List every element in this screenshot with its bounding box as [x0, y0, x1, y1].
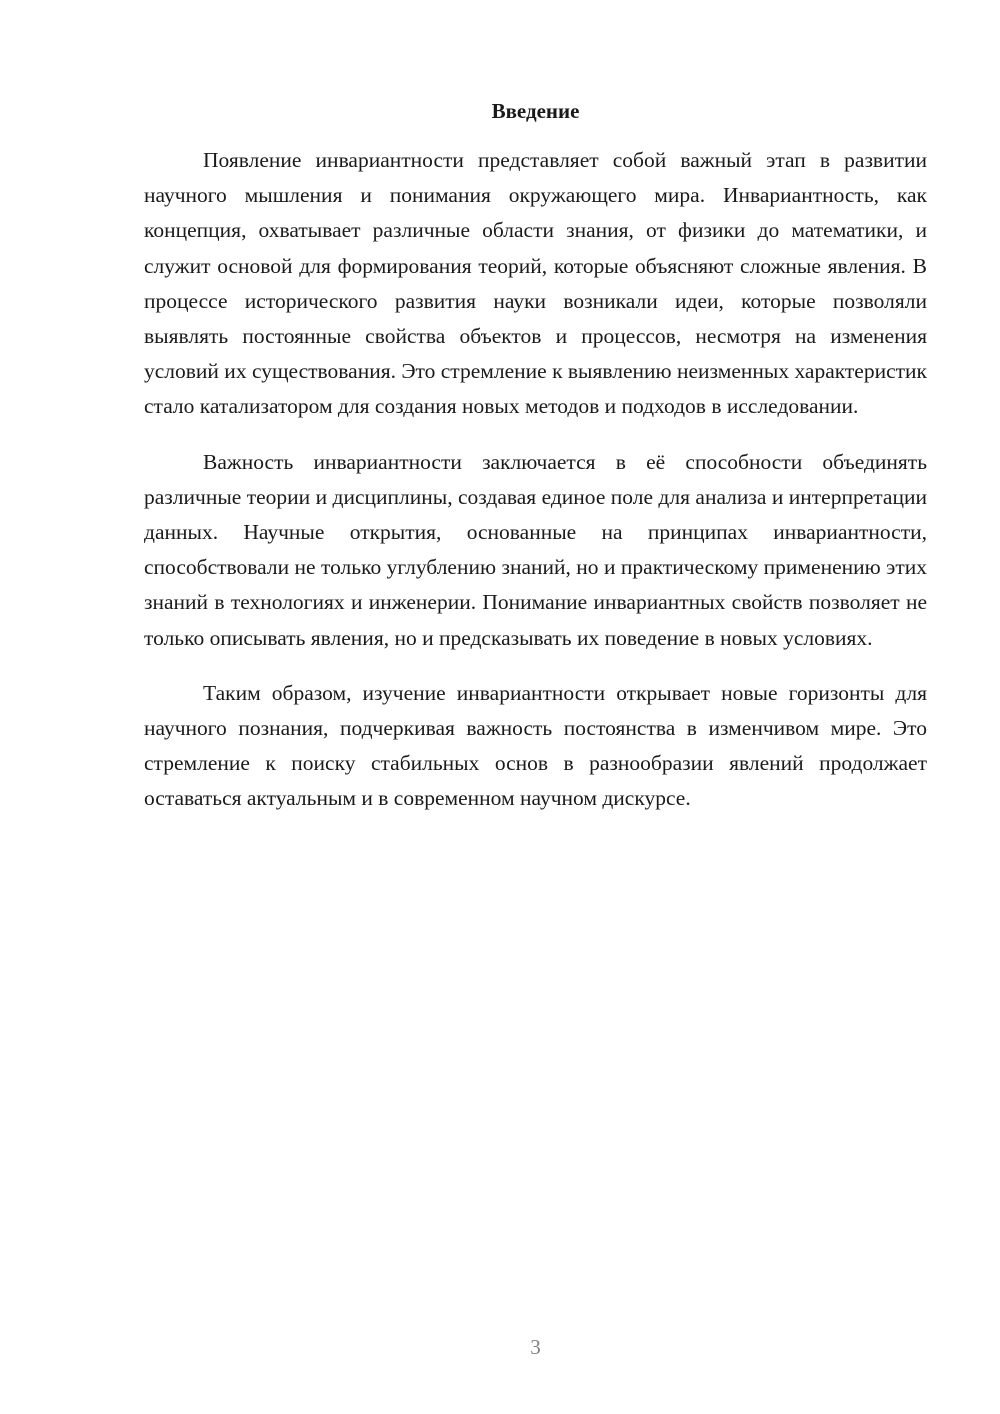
paragraph-1: Появление инвариантности представляет собой важный этап в развитии научного мышления и понимания окружающего мира. Инвариантность, как концепция, охватывает различные области знания, от физики до математики, и служит основой для формирования теорий, которые объясняют сложные явления. В процессе исторического развития науки возникали идеи, которые позволяли выявлять постоянные свойства объектов и процессов, несмотря на изменения условий их существования. Это стремление к выявлению неизменных характеристик стало катализатором для создания новых методов и подходов в исследовании.: [144, 148, 927, 419]
body-text: [144, 143, 927, 837]
paragraph-2: Важность инвариантности заключается в её способности объединять различные теории и дисциплины, создавая единое поле для анализа и интерпретации данных. Научные открытия, основанные на принципах инвариантности, способствовали не только углублению знаний, но и практическому применению этих знаний в технологиях и инженерии. Понимание инвариантных свойств позволяет не только описывать явления, но и предсказывать их поведение в новых условиях.: [144, 449, 927, 650]
paragraph-3: Таким образом, изучение инвариантности открывает новые горизонты для научного познания, подчеркивая важность постоянства в изменчивом мире. Это стремление к поиску стабильных основ в разнообразии явлений продолжает оставаться актуальным и в современном научном дискурсе.: [144, 680, 927, 811]
page-number: 3: [530, 1335, 541, 1359]
section-heading: Введение: [491, 99, 580, 123]
